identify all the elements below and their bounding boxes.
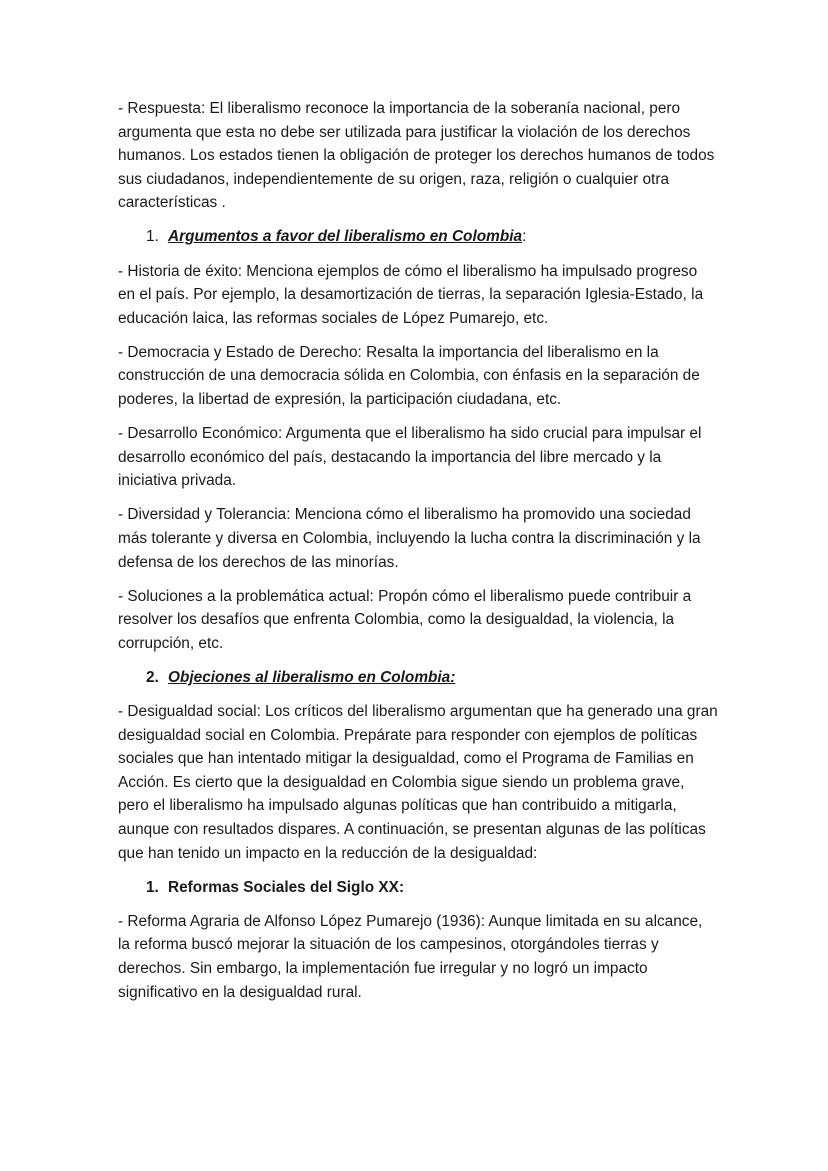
heading-title: Argumentos a favor del liberalismo en Colombia — [168, 228, 523, 246]
paragraph-respuesta: - Respuesta: El liberalismo reconoce la importancia de la soberanía nacional, pero argumenta que esta no debe ser utilizada para justificar la violación de los derechos humanos. Los estados tienen la obligación de proteger los derechos humanos de todos sus ciudadanos, independientemente de su origen, raza, religión o cualquier otra características . — [118, 100, 715, 212]
heading-number: 2. — [146, 668, 159, 686]
paragraph-reforma-agraria: - Reforma Agraria de Alfonso López Pumarejo (1936): Aunque limitada en su alcance, la reforma buscó mejorar la situación de los campesinos, otorgándoles tierras y derechos. Sin embargo, la implementación fue irregular y no logró un impacto significativo en la desigualdad rural. — [118, 912, 703, 1001]
heading-number: 1. — [146, 228, 159, 246]
heading-colon: : — [522, 228, 527, 246]
heading-title: Reformas Sociales del Siglo XX: — [168, 878, 405, 896]
heading-argumentos — [118, 225, 718, 249]
paragraph-desarrollo: - Desarrollo Económico: Argumenta que el liberalismo ha sido crucial para impulsar el desarrollo económico del país, destacando la importancia del libre mercado y la iniciativa privada. — [118, 425, 702, 490]
paragraph-soluciones: - Soluciones a la problemática actual: Propón cómo el liberalismo puede contribuir a resolver los desafíos que enfrenta Colombia, como la desigualdad, la violencia, la corrupción, etc. — [118, 587, 692, 652]
paragraph-historia: - Historia de éxito: Menciona ejemplos de cómo el liberalismo ha impulsado progreso en el país. Por ejemplo, la desamortización de tierras, la separación Iglesia-Estado, la educación laica, las reformas sociales de López Pumarejo, etc. — [118, 262, 704, 327]
paragraph-democracia: - Democracia y Estado de Derecho: Resalta la importancia del liberalismo en la construcción de una democracia sólida en Colombia, con énfasis en la separación de poderes, la libertad de expresión, la participación ciudadana, etc. — [118, 343, 700, 409]
heading-reformas — [118, 876, 718, 900]
heading-title: Objeciones al liberalismo en Colombia: — [168, 668, 456, 686]
document-page — [118, 97, 718, 1015]
heading-objeciones — [118, 666, 718, 690]
heading-number: 1. — [146, 878, 159, 896]
paragraph-diversidad: - Diversidad y Tolerancia: Menciona cómo el liberalismo ha promovido una sociedad más tolerante y diversa en Colombia, incluyendo la lucha contra la discriminación y la defensa de los derechos de las minorías. — [118, 506, 701, 571]
paragraph-desigualdad: - Desigualdad social: Los críticos del liberalismo argumentan que ha generado una gran desigualdad social en Colombia. Prepárate para responder con ejemplos de políticas sociales que han intentado mitigar la desigualdad, como el Programa de Familias en Acción. Es cierto que la desigualdad en Colombia sigue siendo un problema grave, pero el liberalismo ha impulsado algunas políticas que han contribuido a mitigarla, aunque con resultados dispares. A continuación, se presentan algunas de las políticas que han tenido un impacto en la reducción de la desigualdad: — [118, 703, 718, 862]
